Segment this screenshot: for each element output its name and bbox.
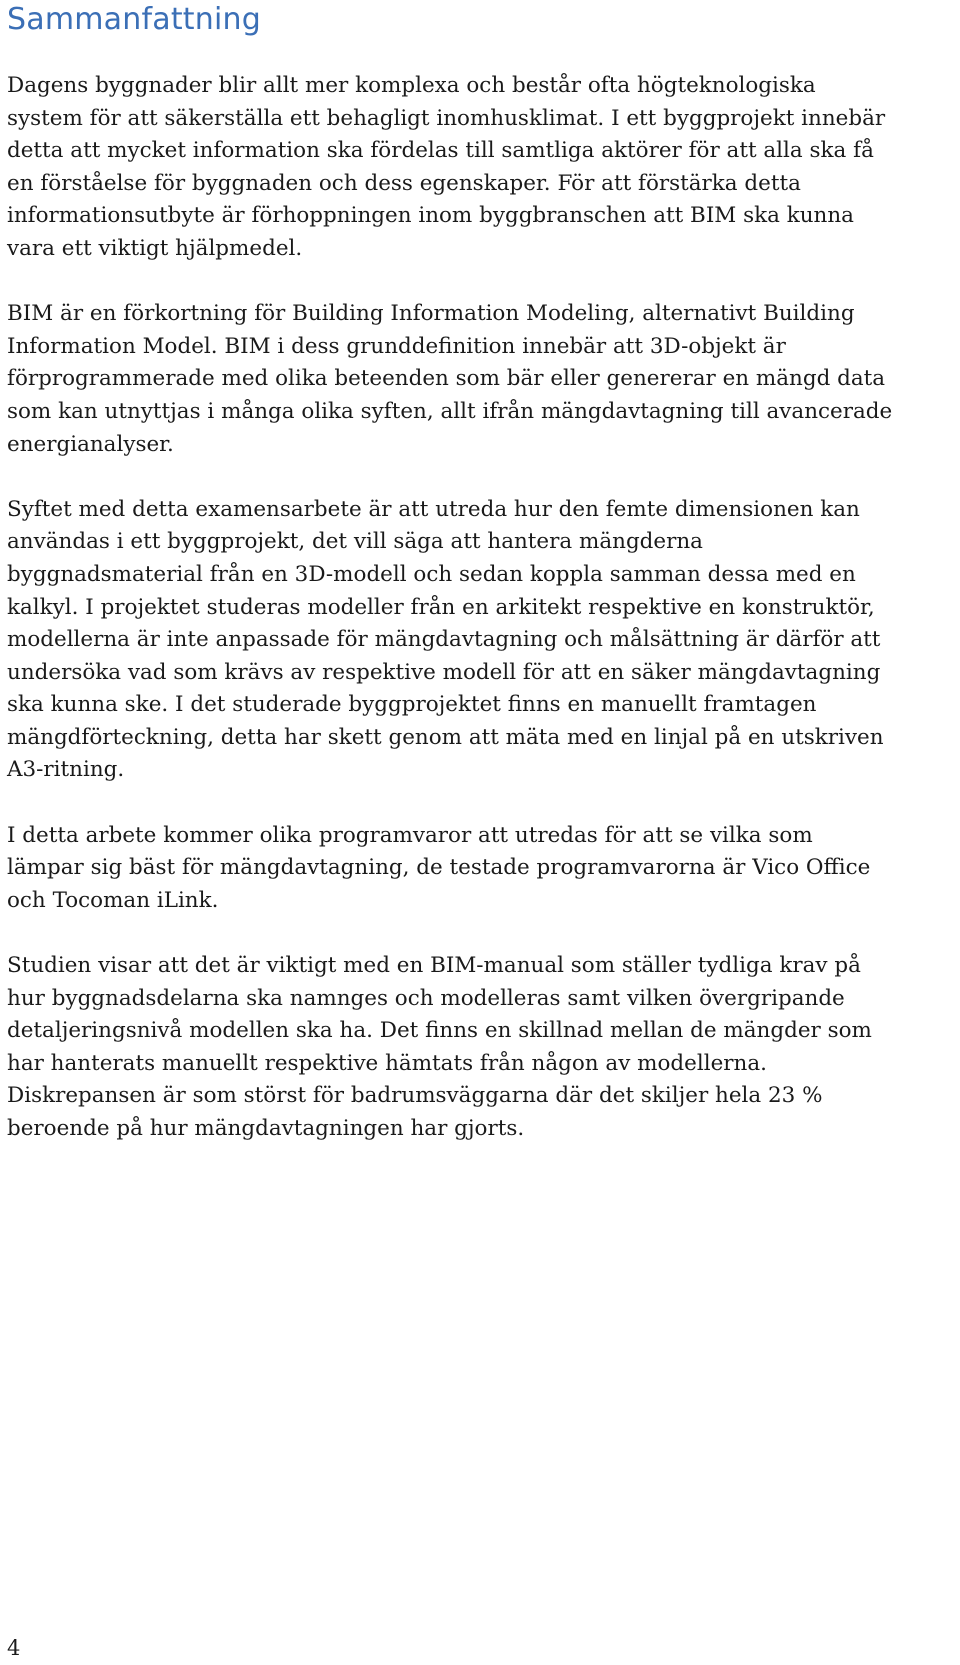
paragraph-line: Dagens byggnader blir allt mer komplexa och består ofta högteknologiska: [7, 73, 816, 98]
paragraph-1: [7, 70, 957, 266]
paragraph-line: har hanterats manuellt respektive hämtats från någon av modellerna.: [7, 1050, 767, 1076]
page-number: 4: [7, 1636, 21, 1660]
paragraph-line: och Tocoman iLink.: [7, 887, 219, 913]
paragraph-2: [7, 298, 957, 461]
paragraph-line: byggnadsmaterial från en 3D-modell och sedan koppla samman dessa med en: [7, 561, 856, 587]
paragraph-5: [7, 950, 957, 1146]
paragraph-line: förprogrammerade med olika beteenden som bär eller genererar en mängd data: [7, 366, 886, 392]
paragraph-line: vara ett viktigt hjälpmedel.: [7, 235, 303, 261]
paragraph-line: Studien visar att det är viktigt med en BIM-manual som ställer tydliga krav på: [7, 953, 861, 979]
paragraph-line: detaljeringsnivå modellen ska ha. Det finns en skillnad mellan de mängder som: [7, 1018, 872, 1044]
paragraph-line: lämpar sig bäst för mängdavtagning, de testade programvarorna är Vico Office: [7, 855, 871, 881]
paragraph-line: A3-ritning.: [7, 757, 125, 783]
paragraph-line: modellerna är inte anpassade för mängdavtagning och målsättning är därför att: [7, 627, 881, 653]
paragraph-line: kalkyl. I projektet studeras modeller från en arkitekt respektive en konstruktör,: [7, 594, 875, 620]
paragraph-line: BIM är en förkortning för Building Information Modeling, alternativt Building: [7, 301, 855, 327]
paragraph-line: energianalyser.: [7, 431, 174, 457]
summary-body: [7, 70, 957, 1178]
paragraph-line: informationsutbyte är förhoppningen inom byggbranschen att BIM ska kunna: [7, 203, 854, 229]
paragraph-line: I detta arbete kommer olika programvaror att utredas för att se vilka som: [7, 822, 813, 848]
paragraph-line: system för att säkerställa ett behagligt inomhusklimat. I ett byggprojekt innebär: [7, 105, 886, 131]
paragraph-line: ska kunna ske. I det studerade byggprojektet finns en manuellt framtagen: [7, 692, 817, 718]
paragraph-line: detta att mycket information ska fördelas till samtliga aktörer för att alla ska få: [7, 138, 874, 164]
paragraph-4: [7, 820, 957, 918]
paragraph-line: Diskrepansen är som störst för badrumsväggarna där det skiljer hela 23 %: [7, 1083, 823, 1109]
paragraph-line: Information Model. BIM i dess grunddefinition innebär att 3D-objekt är: [7, 333, 786, 359]
paragraph-line: som kan utnyttjas i många olika syften, allt ifrån mängdavtagning till avancerade: [7, 398, 893, 424]
paragraph-line: undersöka vad som krävs av respektive modell för att en säker mängdavtagning: [7, 659, 881, 685]
paragraph-line: beroende på hur mängdavtagningen har gjorts.: [7, 1116, 525, 1141]
paragraph-line: Syftet med detta examensarbete är att utreda hur den femte dimensionen kan: [7, 496, 860, 522]
paragraph-line: hur byggnadsdelarna ska namnges och modelleras samt vilken övergripande: [7, 985, 845, 1011]
paragraph-line: en förståelse för byggnaden och dess egenskaper. För att förstärka detta: [7, 170, 801, 196]
paragraph-line: användas i ett byggprojekt, det vill säga att hantera mängderna: [7, 529, 703, 555]
paragraph-line: mängdförteckning, detta har skett genom att mäta med en linjal på en utskriven: [7, 724, 884, 750]
paragraph-3: [7, 494, 957, 787]
section-heading: Sammanfattning: [7, 2, 261, 37]
